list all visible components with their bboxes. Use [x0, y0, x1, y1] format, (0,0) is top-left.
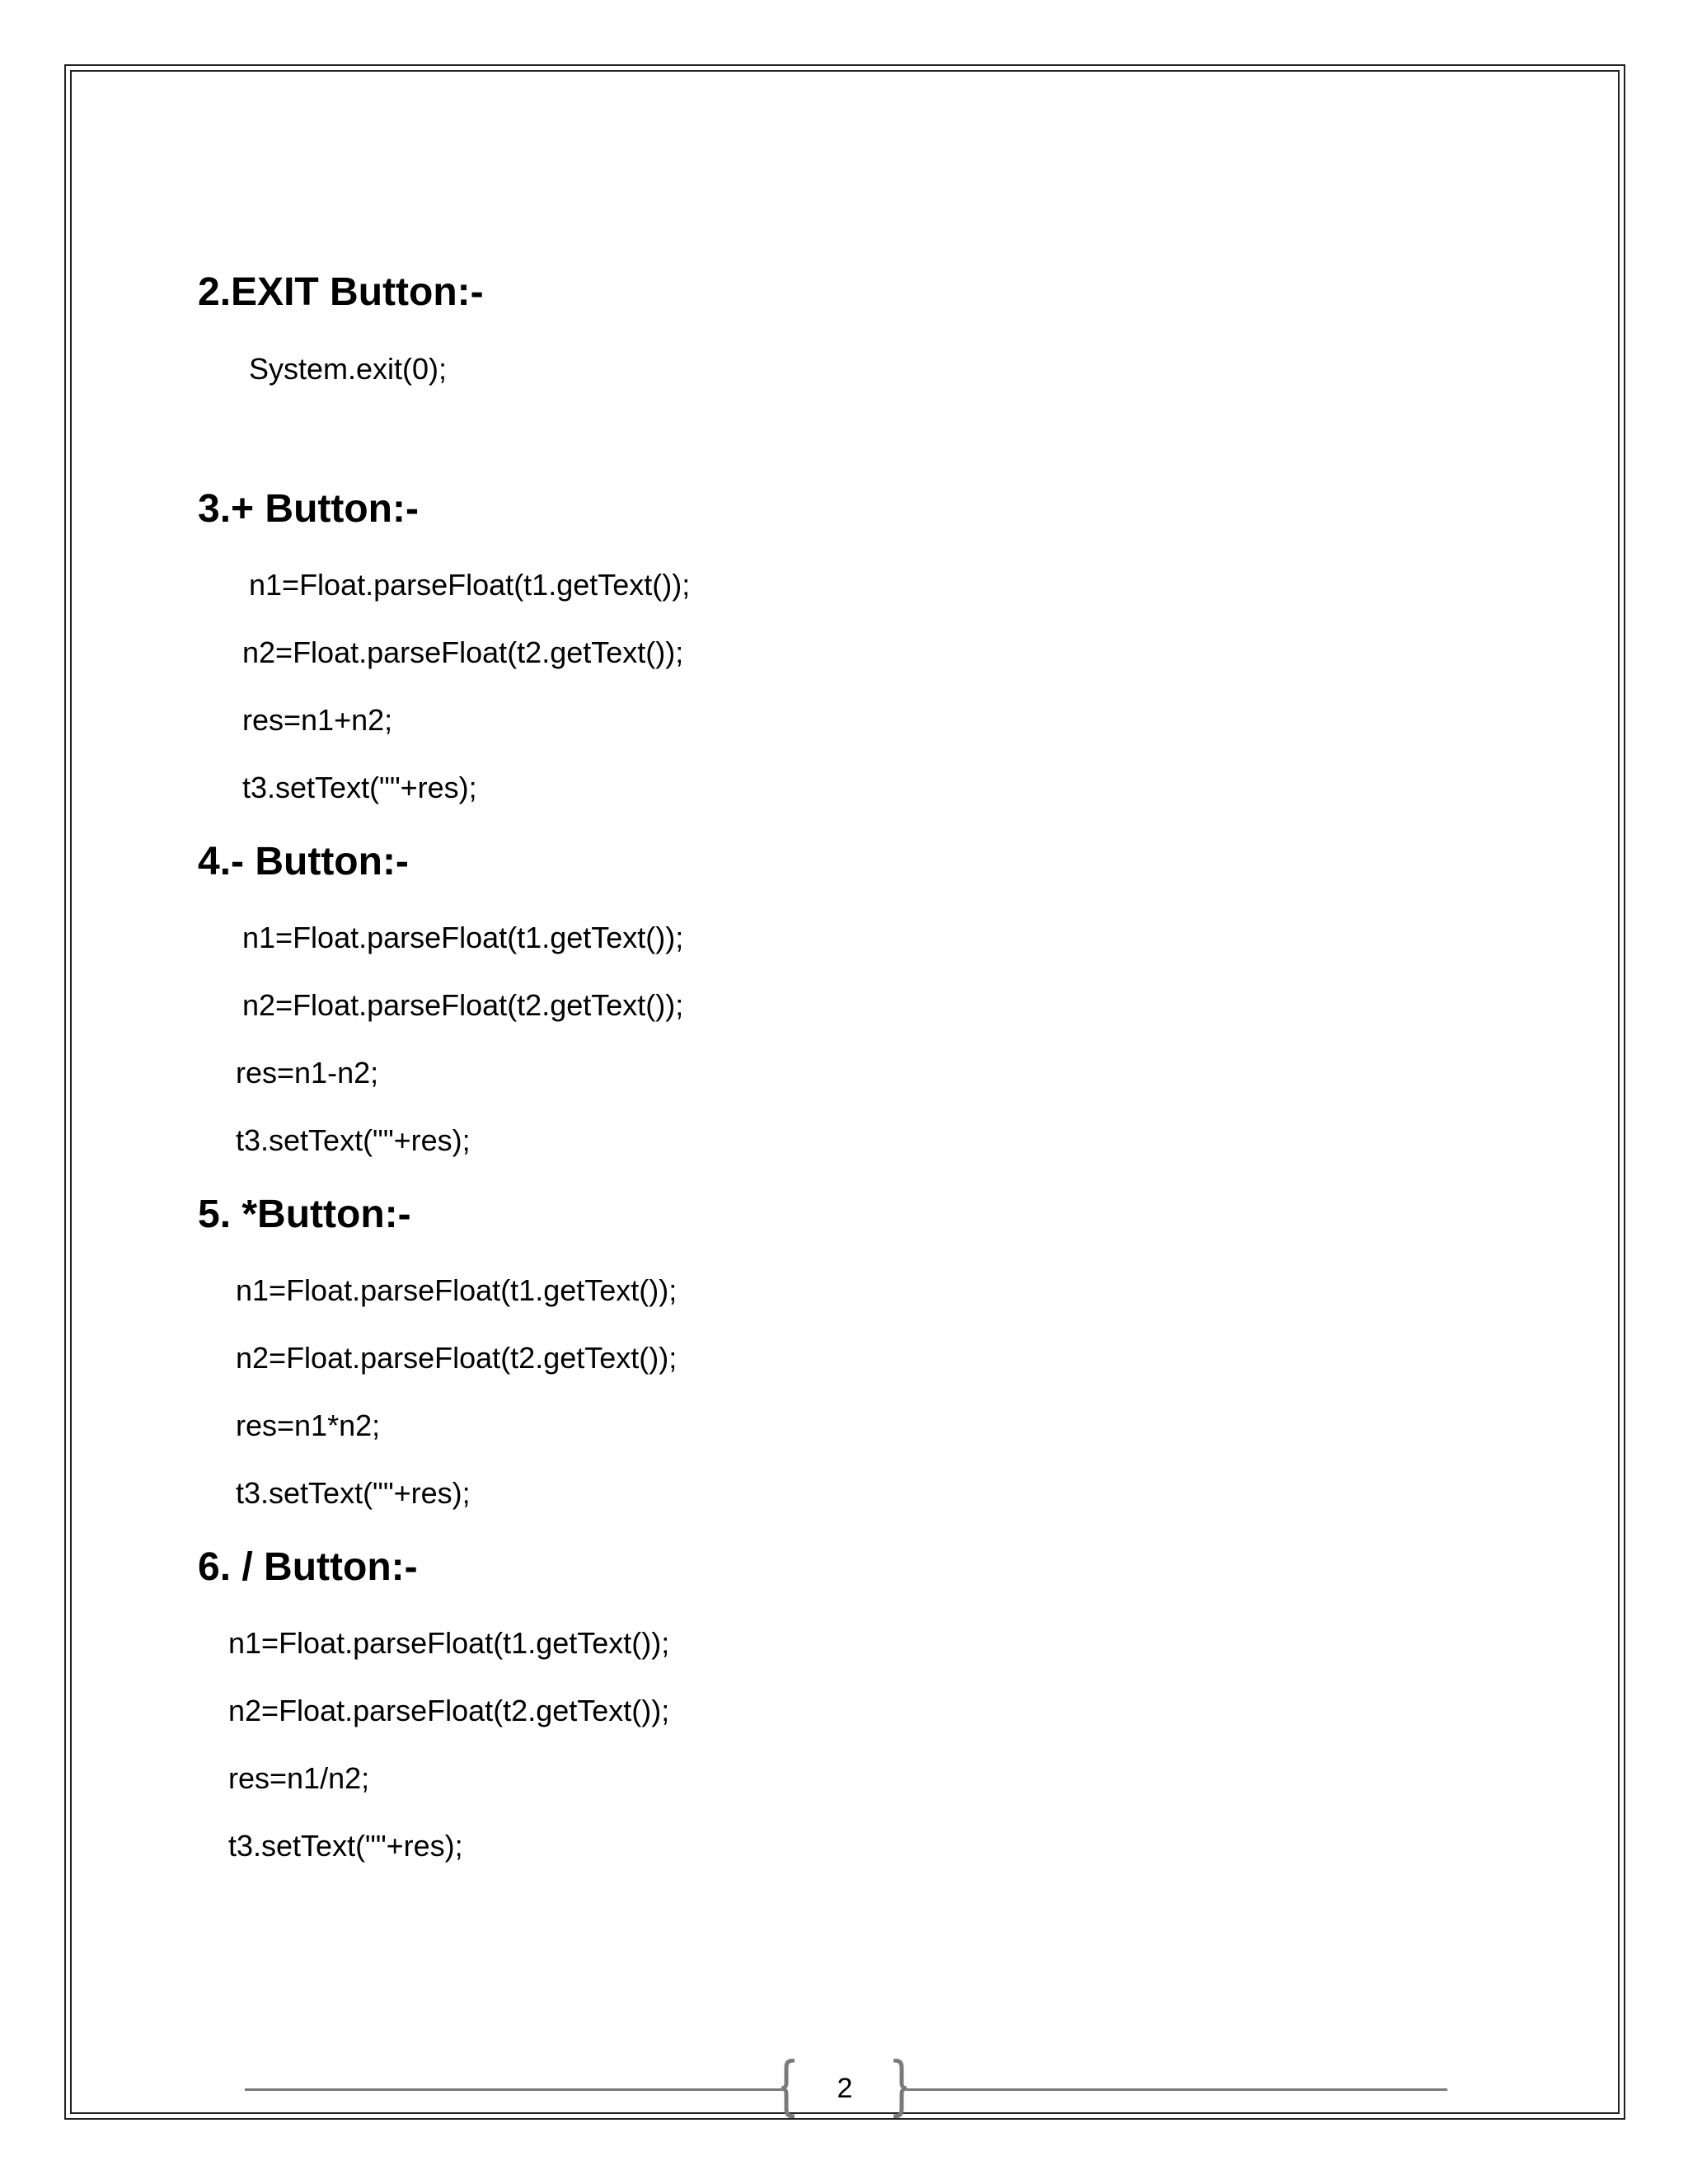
- code-line: n1=Float.parseFloat(t1.getText());: [228, 1626, 670, 1660]
- code-line: t3.setText(""+res);: [242, 771, 477, 804]
- page-number: 2: [837, 2073, 853, 2104]
- footer-right-brace-icon: [890, 2059, 908, 2118]
- code-line: t3.setText(""+res);: [236, 1123, 471, 1157]
- code-line: res=n1+n2;: [242, 703, 393, 737]
- code-line: System.exit(0);: [249, 352, 448, 386]
- code-line: n2=Float.parseFloat(t2.getText());: [236, 1341, 678, 1375]
- footer-rule-left: [245, 2088, 782, 2091]
- footer-left-brace-icon: [780, 2059, 798, 2118]
- code-line: n1=Float.parseFloat(t1.getText());: [249, 568, 691, 602]
- code-line: res=n1-n2;: [236, 1056, 379, 1090]
- section-heading-divide: 6. / Button:-: [198, 1545, 418, 1589]
- code-line: n2=Float.parseFloat(t2.getText());: [242, 635, 684, 669]
- code-line: res=n1/n2;: [228, 1761, 370, 1795]
- code-line: n1=Float.parseFloat(t1.getText());: [236, 1273, 678, 1307]
- footer-rule-right: [907, 2088, 1447, 2091]
- code-line: res=n1*n2;: [236, 1408, 381, 1442]
- code-line: n1=Float.parseFloat(t1.getText());: [242, 921, 684, 954]
- code-line: t3.setText(""+res);: [228, 1829, 463, 1863]
- code-line: t3.setText(""+res);: [236, 1476, 471, 1510]
- section-heading-multiply: 5. *Button:-: [198, 1193, 411, 1236]
- code-line: n2=Float.parseFloat(t2.getText());: [242, 988, 684, 1022]
- section-heading-plus: 3.+ Button:-: [198, 487, 419, 531]
- code-line: n2=Float.parseFloat(t2.getText());: [228, 1694, 670, 1727]
- section-heading-exit: 2.EXIT Button:-: [198, 270, 484, 314]
- section-heading-minus: 4.- Button:-: [198, 840, 409, 883]
